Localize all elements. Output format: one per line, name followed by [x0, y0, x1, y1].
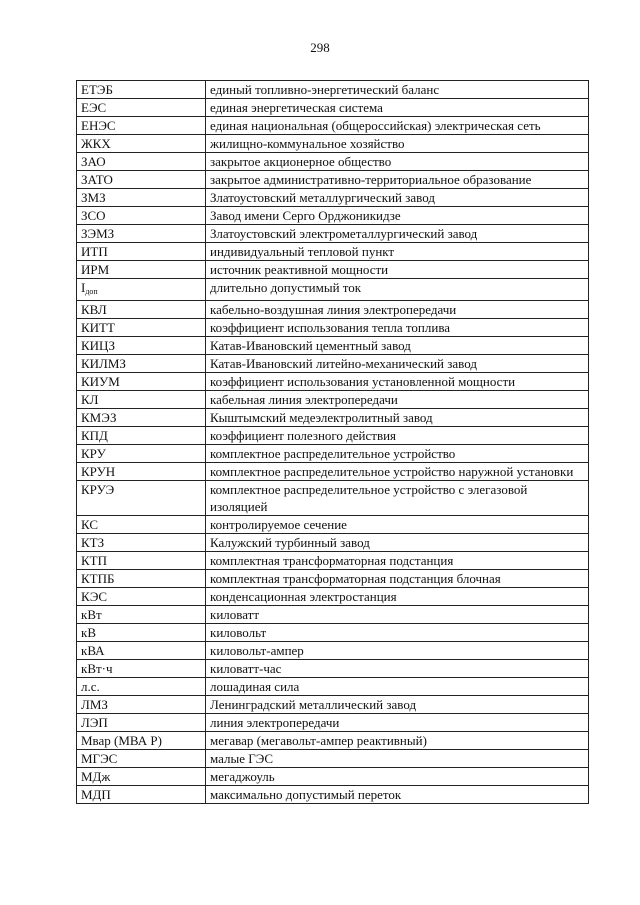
abbreviation-cell — [77, 768, 206, 786]
abbreviation-text: КТПБ — [81, 571, 115, 586]
table-row — [77, 570, 589, 588]
definition-cell: комплектное распределительное устройство — [206, 445, 589, 463]
table-row — [77, 117, 589, 135]
abbreviation-cell — [77, 135, 206, 153]
abbreviation-text: ЕЭС — [81, 100, 107, 115]
abbreviation-text: ИТП — [81, 244, 108, 259]
definition-cell: Ленинградский металлический завод — [206, 696, 589, 714]
abbreviation-text: I — [81, 280, 86, 295]
definition-cell: единая энергетическая система — [206, 99, 589, 117]
abbreviation-cell — [77, 99, 206, 117]
table-row — [77, 171, 589, 189]
table-row — [77, 642, 589, 660]
abbreviation-cell — [77, 171, 206, 189]
abbreviation-cell — [77, 301, 206, 319]
table-row — [77, 81, 589, 99]
table-row — [77, 261, 589, 279]
definition-cell: закрытое акционерное общество — [206, 153, 589, 171]
table-row — [77, 301, 589, 319]
abbreviation-text: КПД — [81, 428, 108, 443]
table-row — [77, 786, 589, 804]
page-number: 298 — [310, 40, 330, 55]
table-row — [77, 373, 589, 391]
abbreviation-text: КТП — [81, 553, 107, 568]
abbreviation-text: КМЭЗ — [81, 410, 117, 425]
table-row — [77, 606, 589, 624]
table-row — [77, 588, 589, 606]
abbreviation-text: КИТТ — [81, 320, 115, 335]
abbreviation-text: ЗАО — [81, 154, 106, 169]
abbreviation-text: Мвар (МВА Р) — [81, 733, 162, 748]
table-row — [77, 552, 589, 570]
abbreviation-text: КЛ — [81, 392, 99, 407]
definition-cell: закрытое административно-территориальное образование — [206, 171, 589, 189]
abbreviation-cell — [77, 225, 206, 243]
abbreviation-text: ЗСО — [81, 208, 106, 223]
abbreviation-cell — [77, 243, 206, 261]
definition-cell: индивидуальный тепловой пункт — [206, 243, 589, 261]
definition-cell: источник реактивной мощности — [206, 261, 589, 279]
definition-cell: комплектное распределительное устройство с элегазовой изоляцией — [206, 481, 589, 516]
definition-cell: единый топливно-энергетический баланс — [206, 81, 589, 99]
abbreviations-table-body — [77, 81, 589, 804]
abbreviation-cell — [77, 588, 206, 606]
abbreviations-table — [76, 80, 589, 804]
table-row — [77, 768, 589, 786]
table-row — [77, 225, 589, 243]
definition-cell: контролируемое сечение — [206, 516, 589, 534]
abbreviation-cell — [77, 750, 206, 768]
abbreviation-cell — [77, 516, 206, 534]
definition-cell: малые ГЭС — [206, 750, 589, 768]
definition-cell: комплектная трансформаторная подстанция — [206, 552, 589, 570]
table-row — [77, 534, 589, 552]
table-row — [77, 135, 589, 153]
table-row — [77, 99, 589, 117]
table-row — [77, 319, 589, 337]
abbreviation-text: КИЛМЗ — [81, 356, 126, 371]
abbreviation-text: кВ — [81, 625, 96, 640]
definition-cell: киловатт — [206, 606, 589, 624]
abbreviation-subscript: доп — [85, 287, 98, 296]
abbreviation-cell — [77, 445, 206, 463]
definition-cell: линия электропередачи — [206, 714, 589, 732]
abbreviation-cell — [77, 81, 206, 99]
abbreviation-cell — [77, 319, 206, 337]
table-row — [77, 337, 589, 355]
abbreviation-cell — [77, 427, 206, 445]
abbreviation-cell — [77, 696, 206, 714]
abbreviation-text: кВт — [81, 607, 102, 622]
definition-cell: Кыштымский медеэлектролитный завод — [206, 409, 589, 427]
abbreviation-cell — [77, 391, 206, 409]
abbreviation-cell — [77, 678, 206, 696]
table-row — [77, 481, 589, 516]
abbreviation-cell — [77, 606, 206, 624]
table-row — [77, 516, 589, 534]
table-row — [77, 660, 589, 678]
abbreviation-text: ЗАТО — [81, 172, 113, 187]
table-row — [77, 696, 589, 714]
definition-cell: лошадиная сила — [206, 678, 589, 696]
abbreviation-text: ЗМЗ — [81, 190, 106, 205]
abbreviation-cell — [77, 261, 206, 279]
definition-cell: единая национальная (общероссийская) электрическая сеть — [206, 117, 589, 135]
abbreviation-cell — [77, 481, 206, 516]
abbreviation-cell — [77, 117, 206, 135]
abbreviation-cell — [77, 660, 206, 678]
table-row — [77, 750, 589, 768]
table-row — [77, 355, 589, 373]
definition-cell: коэффициент полезного действия — [206, 427, 589, 445]
table-row — [77, 732, 589, 750]
abbreviation-text: КРУ — [81, 446, 106, 461]
definition-cell: мегавар (мегавольт-ампер реактивный) — [206, 732, 589, 750]
definition-cell: коэффициент использования тепла топлива — [206, 319, 589, 337]
definition-cell: максимально допустимый переток — [206, 786, 589, 804]
definition-cell: Катав-Ивановский цементный завод — [206, 337, 589, 355]
abbreviation-text: ЕТЭБ — [81, 82, 113, 97]
definition-cell: комплектная трансформаторная подстанция блочная — [206, 570, 589, 588]
table-row — [77, 624, 589, 642]
table-row — [77, 189, 589, 207]
definition-cell: конденсационная электростанция — [206, 588, 589, 606]
abbreviation-cell — [77, 714, 206, 732]
abbreviation-cell — [77, 732, 206, 750]
abbreviation-cell — [77, 463, 206, 481]
abbreviation-text: МДП — [81, 787, 111, 802]
definition-cell: кабельная линия электропередачи — [206, 391, 589, 409]
table-row — [77, 279, 589, 301]
definition-cell: кабельно-воздушная линия электропередачи — [206, 301, 589, 319]
abbreviation-cell — [77, 624, 206, 642]
abbreviation-text: кВт·ч — [81, 661, 113, 676]
table-row — [77, 391, 589, 409]
definition-cell: киловатт-час — [206, 660, 589, 678]
abbreviation-text: ЕНЭС — [81, 118, 116, 133]
abbreviation-cell — [77, 279, 206, 301]
definition-cell: жилищно-коммунальное хозяйство — [206, 135, 589, 153]
abbreviation-text: ЗЭМЗ — [81, 226, 115, 241]
definition-cell: Златоустовский электрометаллургический завод — [206, 225, 589, 243]
table-row — [77, 714, 589, 732]
abbreviation-text: кВА — [81, 643, 105, 658]
abbreviation-text: ЖКХ — [81, 136, 111, 151]
abbreviation-cell — [77, 409, 206, 427]
table-row — [77, 678, 589, 696]
abbreviation-text: КВЛ — [81, 302, 107, 317]
table-row — [77, 207, 589, 225]
definition-cell: комплектное распределительное устройство наружной установки — [206, 463, 589, 481]
definition-cell: длительно допустимый ток — [206, 279, 589, 301]
abbreviation-text: ИРМ — [81, 262, 110, 277]
definition-cell: Катав-Ивановский литейно-механический завод — [206, 355, 589, 373]
abbreviation-text: КТЗ — [81, 535, 105, 550]
abbreviation-text: МДж — [81, 769, 111, 784]
definition-cell: киловольт — [206, 624, 589, 642]
abbreviation-text: КИУМ — [81, 374, 120, 389]
table-row — [77, 409, 589, 427]
definition-cell: мегаджоуль — [206, 768, 589, 786]
abbreviation-cell — [77, 642, 206, 660]
abbreviation-text: ЛМЗ — [81, 697, 108, 712]
abbreviation-cell — [77, 570, 206, 588]
table-row — [77, 427, 589, 445]
table-row — [77, 463, 589, 481]
abbreviation-cell — [77, 373, 206, 391]
table-row — [77, 243, 589, 261]
abbreviation-cell — [77, 337, 206, 355]
definition-cell: киловольт-ампер — [206, 642, 589, 660]
abbreviation-text: л.с. — [81, 679, 100, 694]
abbreviation-cell — [77, 786, 206, 804]
abbreviation-cell — [77, 207, 206, 225]
abbreviation-text: КИЦЗ — [81, 338, 115, 353]
table-row — [77, 153, 589, 171]
abbreviation-text: КРУЭ — [81, 482, 115, 497]
abbreviation-text: КС — [81, 517, 99, 532]
definition-cell: Калужский турбинный завод — [206, 534, 589, 552]
definition-cell: Златоустовский металлургический завод — [206, 189, 589, 207]
abbreviation-text: КЭС — [81, 589, 108, 604]
abbreviation-cell — [77, 534, 206, 552]
abbreviation-cell — [77, 189, 206, 207]
abbreviation-cell — [77, 153, 206, 171]
table-row — [77, 445, 589, 463]
abbreviation-text: МГЭС — [81, 751, 118, 766]
abbreviation-cell — [77, 552, 206, 570]
definition-cell: коэффициент использования установленной мощности — [206, 373, 589, 391]
abbreviation-text: КРУН — [81, 464, 116, 479]
abbreviation-text: ЛЭП — [81, 715, 108, 730]
definition-cell: Завод имени Серго Орджоникидзе — [206, 207, 589, 225]
abbreviation-cell — [77, 355, 206, 373]
